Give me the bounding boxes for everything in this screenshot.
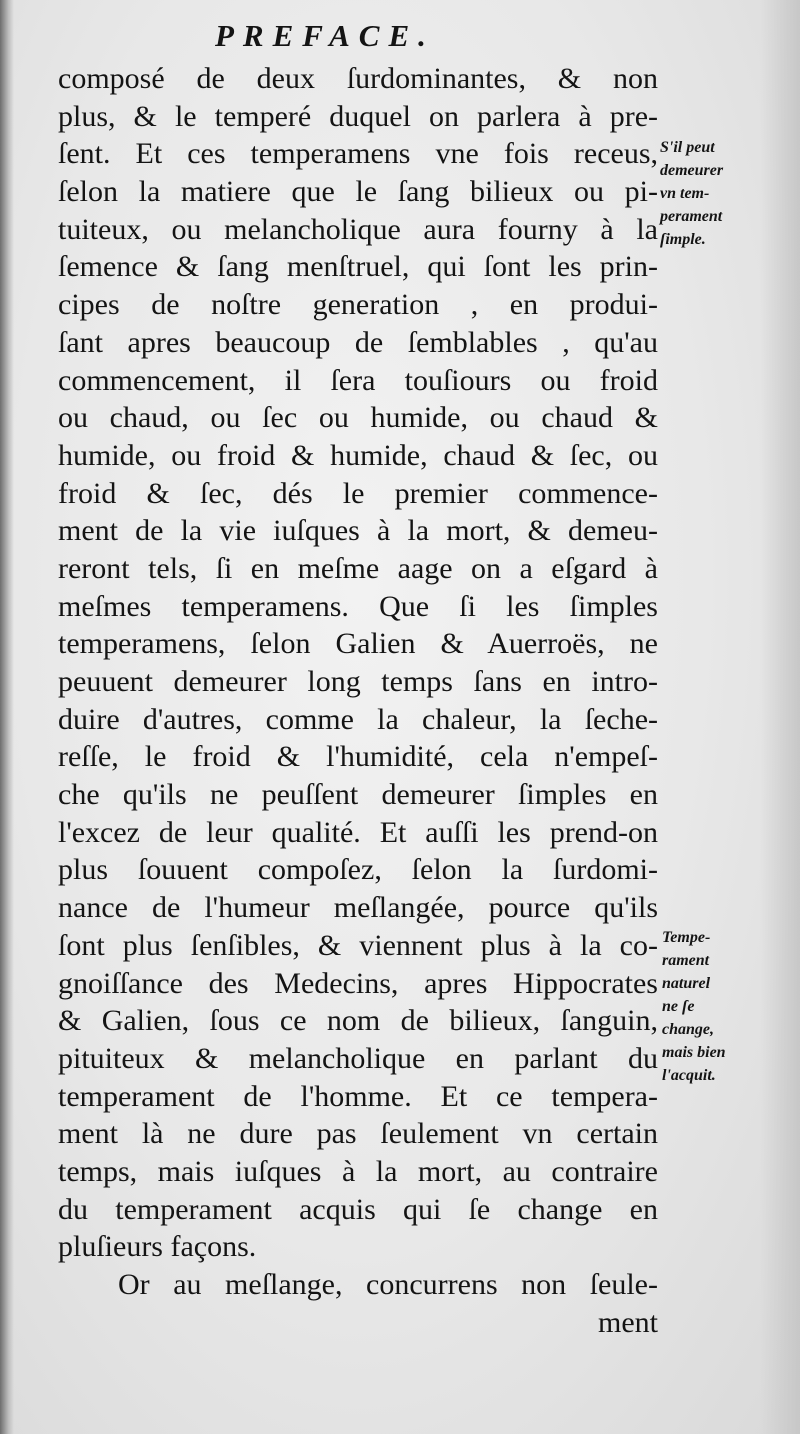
text-line: ſant apres beaucoup de ſemblables , qu'au bbox=[58, 325, 658, 359]
text-line: nance de l'humeur meſlangée, pource qu'ils bbox=[58, 891, 658, 925]
text-line: gnoiſſance des Medecins, apres Hippocrates bbox=[58, 966, 658, 1000]
text-line: ſelon la matiere que le ſang bilieux ou pi- bbox=[58, 175, 658, 209]
text-line: temperamens, ſelon Galien & Auerroës, ne bbox=[58, 627, 658, 661]
margin-note-line: vn tem- bbox=[660, 185, 710, 202]
text-line: ou chaud, ou ſec ou humide, ou chaud & bbox=[58, 401, 658, 435]
catchword: ment bbox=[598, 1305, 658, 1339]
text-line: meſmes temperamens. Que ſi les ſimples bbox=[58, 589, 658, 623]
text-line: & Galien, ſous ce nom de bilieux, ſanguin, bbox=[58, 1004, 658, 1038]
text-line: plus ſouuent compoſez, ſelon la ſurdomi- bbox=[58, 853, 658, 887]
text-line: che qu'ils ne peuſſent demeurer ſimples en bbox=[58, 778, 658, 812]
text-line: pituiteux & melancholique en parlant du bbox=[58, 1041, 658, 1075]
text-line: humide, ou froid & humide, chaud & ſec, ou bbox=[58, 438, 658, 472]
margin-note-line: ſimple. bbox=[660, 231, 706, 248]
text-line: peuuent demeurer long temps ſans en intro- bbox=[58, 665, 658, 698]
margin-note-line: S'il peut bbox=[660, 139, 715, 156]
text-line: temperament de l'homme. Et ce tempera- bbox=[58, 1079, 658, 1113]
text-line: temps, mais iuſques à la mort, au contraire bbox=[58, 1154, 658, 1188]
text-line: reſſe, le froid & l'humidité, cela n'empeſ- bbox=[58, 740, 658, 774]
text-line: l'excez de leur qualité. Et auſſi les prend-on bbox=[58, 815, 658, 849]
body-text bbox=[58, 60, 658, 1341]
margin-note-line: naturel bbox=[662, 975, 711, 992]
text-line-paragraph-start: Or au meſlange, concurrens non ſeule- bbox=[118, 1268, 658, 1301]
text-line: du temperament acquis qui ſe change en bbox=[58, 1192, 658, 1226]
page-edge-shadow bbox=[760, 0, 800, 1434]
text-line-paragraph-end: pluſieurs façons. bbox=[58, 1230, 257, 1264]
text-line: commencement, il ſera touſiours ou froid bbox=[58, 363, 658, 397]
running-head: PREFACE. bbox=[215, 18, 435, 53]
text-line: ſemence & ſang menſtruel, qui ſont les prin- bbox=[58, 250, 658, 284]
page-spine-shadow bbox=[0, 0, 14, 1434]
text-line: ment là ne dure pas ſeulement vn certain bbox=[58, 1117, 658, 1151]
margin-note-line: rament bbox=[662, 952, 710, 969]
margin-note-line: l'acquit. bbox=[662, 1067, 716, 1084]
text-line: froid & ſec, dés le premier commence- bbox=[58, 476, 658, 510]
text-line: tuiteux, ou melancholique aura fourny à la bbox=[58, 212, 658, 246]
margin-note-natural-temperament bbox=[662, 926, 726, 1087]
text-line: ment de la vie iuſques à la mort, & demeu- bbox=[58, 514, 658, 548]
margin-note-line: ne ſe bbox=[662, 998, 695, 1015]
text-line: duire d'autres, comme la chaleur, la ſeche- bbox=[58, 702, 658, 736]
margin-note-line: perament bbox=[660, 208, 723, 225]
margin-note-simple-temperament bbox=[660, 136, 723, 251]
margin-note-line: mais bien bbox=[662, 1044, 726, 1061]
text-line: reront tels, ſi en meſme aage on a eſgard à bbox=[58, 551, 658, 585]
text-line: composé de deux ſurdominantes, & non bbox=[58, 62, 658, 95]
margin-note-line: change, bbox=[662, 1021, 714, 1038]
margin-note-line: demeurer bbox=[660, 162, 724, 179]
text-line: plus, & le temperé duquel on parlera à pre- bbox=[58, 99, 658, 133]
text-line: cipes de noſtre generation , en produi- bbox=[58, 288, 658, 322]
margin-note-line: Tempe- bbox=[662, 929, 711, 946]
text-line: ſont plus ſenſibles, & viennent plus à la co- bbox=[58, 928, 658, 962]
text-line: ſent. Et ces temperamens vne fois receus, bbox=[58, 137, 658, 171]
